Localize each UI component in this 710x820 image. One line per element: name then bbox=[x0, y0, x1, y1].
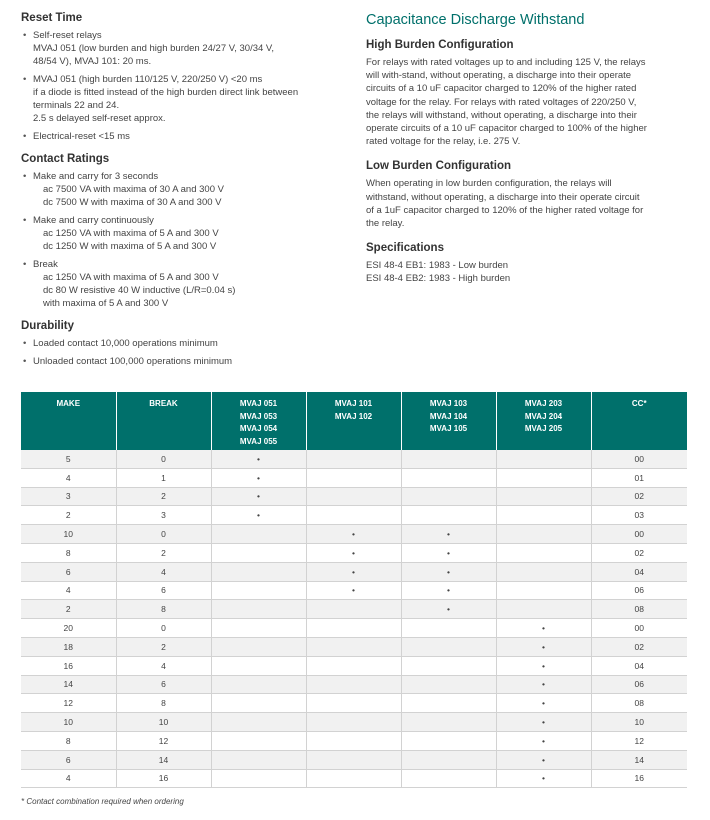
table-cell-cc: 06 bbox=[591, 675, 687, 694]
table-cell-make: 2 bbox=[21, 506, 116, 525]
table-cell-cc: 08 bbox=[591, 600, 687, 619]
table-cell-make: 2 bbox=[21, 600, 116, 619]
table-cell-make: 18 bbox=[21, 637, 116, 656]
table-cell-brk: 6 bbox=[116, 675, 211, 694]
list-item: • Make and carry continuously ac 1250 VA with maxima of 5 A and 300 V dc 1250 W with maxima of 5 A and 300 V bbox=[21, 214, 341, 253]
table-cell-g2: • bbox=[306, 562, 401, 581]
table-cell-g2 bbox=[306, 731, 401, 750]
table-cell-g3 bbox=[401, 656, 496, 675]
table-cell-brk: 4 bbox=[116, 562, 211, 581]
table-cell-cc: 03 bbox=[591, 506, 687, 525]
col-header-mvaj-203-group: MVAJ 203 MVAJ 204 MVAJ 205 bbox=[496, 392, 591, 450]
table-cell-g3 bbox=[401, 731, 496, 750]
table-cell-g1 bbox=[211, 656, 306, 675]
list-item: • Make and carry for 3 seconds ac 7500 VA with maxima of 30 A and 300 V dc 7500 W with maxima of 30 A and 300 V bbox=[21, 170, 341, 209]
table-cell-g3 bbox=[401, 506, 496, 525]
table-cell-g3 bbox=[401, 637, 496, 656]
left-column bbox=[21, 11, 341, 368]
table-cell-cc: 00 bbox=[591, 450, 687, 468]
table-cell-g2 bbox=[306, 450, 401, 468]
table-cell-g1 bbox=[211, 581, 306, 600]
table-cell-g1 bbox=[211, 750, 306, 769]
table-cell-g4 bbox=[496, 468, 591, 487]
table-cell-g2 bbox=[306, 619, 401, 638]
col-header-break: BREAK bbox=[116, 392, 211, 450]
table-row bbox=[21, 450, 687, 468]
table-cell-g1: • bbox=[211, 506, 306, 525]
table-cell-g1 bbox=[211, 675, 306, 694]
table-cell-g4: • bbox=[496, 619, 591, 638]
reset-time-heading: Reset Time bbox=[21, 12, 83, 24]
table-cell-g4 bbox=[496, 487, 591, 506]
table-row bbox=[21, 562, 687, 581]
table-cell-g3 bbox=[401, 713, 496, 732]
table-cell-brk: 6 bbox=[116, 581, 211, 600]
table-header-row bbox=[21, 392, 687, 450]
table-cell-g1 bbox=[211, 543, 306, 562]
table-cell-g1 bbox=[211, 637, 306, 656]
col-header-cc: CC* bbox=[591, 392, 687, 450]
table-cell-g4 bbox=[496, 543, 591, 562]
table-cell-brk: 0 bbox=[116, 450, 211, 468]
table-cell-brk: 14 bbox=[116, 750, 211, 769]
table-cell-g3 bbox=[401, 750, 496, 769]
table-cell-g4 bbox=[496, 450, 591, 468]
table-cell-g1 bbox=[211, 769, 306, 788]
list-item: • Electrical-reset <15 ms bbox=[21, 130, 341, 143]
table-cell-brk: 0 bbox=[116, 619, 211, 638]
contact-ratings-list bbox=[21, 170, 341, 310]
table-cell-g3: • bbox=[401, 600, 496, 619]
table-cell-g1 bbox=[211, 600, 306, 619]
table-cell-cc: 02 bbox=[591, 487, 687, 506]
col-header-mvaj-051-group: MVAJ 051 MVAJ 053 MVAJ 054 MVAJ 055 bbox=[211, 392, 306, 450]
table-cell-g2: • bbox=[306, 525, 401, 544]
table-cell-brk: 16 bbox=[116, 769, 211, 788]
list-item: • Break ac 1250 VA with maxima of 5 A and 300 V dc 80 W resistive 40 W inductive (L/R=0.04 s) with maxima of 5 A and 300 V bbox=[21, 258, 341, 310]
table-cell-g4 bbox=[496, 506, 591, 525]
col-header-mvaj-101-group: MVAJ 101 MVAJ 102 bbox=[306, 392, 401, 450]
table-cell-g3 bbox=[401, 487, 496, 506]
table-cell-cc: 06 bbox=[591, 581, 687, 600]
table-cell-g2 bbox=[306, 694, 401, 713]
table-cell-g1: • bbox=[211, 487, 306, 506]
table-cell-g3: • bbox=[401, 525, 496, 544]
right-column bbox=[366, 11, 690, 286]
table-cell-make: 4 bbox=[21, 581, 116, 600]
table-row bbox=[21, 581, 687, 600]
table-row bbox=[21, 769, 687, 788]
list-item: • Loaded contact 10,000 operations minimum bbox=[21, 337, 341, 350]
table-cell-g3 bbox=[401, 450, 496, 468]
table-cell-cc: 01 bbox=[591, 468, 687, 487]
table-cell-g2 bbox=[306, 468, 401, 487]
table-cell-cc: 02 bbox=[591, 543, 687, 562]
table-cell-cc: 02 bbox=[591, 637, 687, 656]
durability-heading: Durability bbox=[21, 320, 75, 332]
table-cell-g1: • bbox=[211, 468, 306, 487]
table-cell-g2 bbox=[306, 713, 401, 732]
table-row bbox=[21, 656, 687, 675]
specifications-heading: Specifications bbox=[366, 242, 444, 255]
table-cell-make: 6 bbox=[21, 750, 116, 769]
table-cell-cc: 08 bbox=[591, 694, 687, 713]
table-cell-g4: • bbox=[496, 656, 591, 675]
col-header-make: MAKE bbox=[21, 392, 116, 450]
table-cell-g3 bbox=[401, 769, 496, 788]
table-cell-cc: 14 bbox=[591, 750, 687, 769]
contact-combination-table bbox=[21, 392, 687, 788]
reset-time-list bbox=[21, 29, 341, 143]
table-row bbox=[21, 543, 687, 562]
table-cell-brk: 12 bbox=[116, 731, 211, 750]
table-cell-make: 10 bbox=[21, 525, 116, 544]
table-cell-make: 4 bbox=[21, 769, 116, 788]
table-cell-make: 8 bbox=[21, 543, 116, 562]
table-row bbox=[21, 750, 687, 769]
table-cell-g4 bbox=[496, 581, 591, 600]
table-cell-brk: 4 bbox=[116, 656, 211, 675]
table-body bbox=[21, 450, 687, 788]
table-row bbox=[21, 468, 687, 487]
table-cell-g2 bbox=[306, 769, 401, 788]
table-cell-brk: 2 bbox=[116, 637, 211, 656]
table-cell-g4: • bbox=[496, 637, 591, 656]
table-cell-brk: 2 bbox=[116, 487, 211, 506]
table-cell-g1 bbox=[211, 731, 306, 750]
table-cell-g3 bbox=[401, 468, 496, 487]
high-burden-text: For relays with rated voltages up to and including 125 V, the relays will with-stand, without operating, a discharge into their operate circuits of a 10 uF capacitor charged to 120% of the higher rated voltage for the relay. For relays with rated voltages of 220/250 V, the relays will withstand, without operating, a discharge into their operate circuits of a 10 uF capacitor charged to 100% of the higher rated voltage for the relay, i.e. 275 V. bbox=[366, 57, 647, 148]
table-row bbox=[21, 506, 687, 525]
table-cell-g1: • bbox=[211, 450, 306, 468]
table-cell-g4: • bbox=[496, 731, 591, 750]
table-cell-brk: 10 bbox=[116, 713, 211, 732]
table-cell-g2 bbox=[306, 600, 401, 619]
table-cell-g4 bbox=[496, 600, 591, 619]
table-row bbox=[21, 637, 687, 656]
table-cell-g2: • bbox=[306, 581, 401, 600]
table-cell-g2 bbox=[306, 656, 401, 675]
table-row bbox=[21, 675, 687, 694]
table-cell-g4 bbox=[496, 562, 591, 581]
table-cell-cc: 04 bbox=[591, 562, 687, 581]
table-cell-make: 5 bbox=[21, 450, 116, 468]
section-title: Capacitance Discharge Withstand bbox=[366, 12, 585, 28]
table-cell-g1 bbox=[211, 619, 306, 638]
table-row bbox=[21, 731, 687, 750]
list-item: • MVAJ 051 (high burden 110/125 V, 220/250 V) <20 ms if a diode is fitted instead of the high burden direct link between terminals 22 and 24. 2.5 s delayed self-reset approx. bbox=[21, 73, 341, 125]
table-row bbox=[21, 525, 687, 544]
table-cell-g3: • bbox=[401, 581, 496, 600]
table-cell-g1 bbox=[211, 694, 306, 713]
table-row bbox=[21, 487, 687, 506]
table-row bbox=[21, 713, 687, 732]
table-cell-brk: 0 bbox=[116, 525, 211, 544]
table-cell-g4: • bbox=[496, 694, 591, 713]
table-row bbox=[21, 619, 687, 638]
table-cell-g2 bbox=[306, 675, 401, 694]
table-cell-make: 12 bbox=[21, 694, 116, 713]
table-cell-cc: 04 bbox=[591, 656, 687, 675]
table-cell-g2 bbox=[306, 487, 401, 506]
table-cell-make: 8 bbox=[21, 731, 116, 750]
table-cell-g3: • bbox=[401, 562, 496, 581]
table-cell-cc: 12 bbox=[591, 731, 687, 750]
table-cell-g3 bbox=[401, 694, 496, 713]
table-cell-brk: 3 bbox=[116, 506, 211, 525]
table-cell-g2 bbox=[306, 750, 401, 769]
table-cell-brk: 8 bbox=[116, 600, 211, 619]
table-cell-brk: 2 bbox=[116, 543, 211, 562]
table-cell-make: 16 bbox=[21, 656, 116, 675]
table-cell-make: 4 bbox=[21, 468, 116, 487]
table-cell-brk: 8 bbox=[116, 694, 211, 713]
table-cell-g2 bbox=[306, 506, 401, 525]
table-cell-make: 14 bbox=[21, 675, 116, 694]
table-cell-g2: • bbox=[306, 543, 401, 562]
table-cell-make: 20 bbox=[21, 619, 116, 638]
list-item: • Self-reset relays MVAJ 051 (low burden and high burden 24/27 V, 30/34 V, 48/54 V), MVAJ 101: 20 ms. bbox=[21, 29, 341, 68]
table-cell-g4 bbox=[496, 525, 591, 544]
contact-combination-table-wrap bbox=[21, 392, 687, 788]
table-cell-g3: • bbox=[401, 543, 496, 562]
table-cell-brk: 1 bbox=[116, 468, 211, 487]
table-cell-make: 3 bbox=[21, 487, 116, 506]
table-cell-g4: • bbox=[496, 713, 591, 732]
low-burden-heading: Low Burden Configuration bbox=[366, 160, 512, 173]
low-burden-text: When operating in low burden configuration, the relays will withstand, without operating, a discharge into their operate circuit of a 1uF capacitor charged to 120% of the higher rated voltage for the relay. bbox=[366, 178, 644, 230]
durability-list bbox=[21, 337, 341, 368]
table-row bbox=[21, 694, 687, 713]
contact-ratings-heading: Contact Ratings bbox=[21, 153, 110, 165]
table-cell-g3 bbox=[401, 675, 496, 694]
table-cell-g1 bbox=[211, 525, 306, 544]
high-burden-heading: High Burden Configuration bbox=[366, 39, 514, 51]
specifications-text: ESI 48-4 EB1: 1983 - Low burden ESI 48-4 EB2: 1983 - High burden bbox=[366, 260, 511, 285]
table-cell-cc: 00 bbox=[591, 525, 687, 544]
table-cell-g4: • bbox=[496, 769, 591, 788]
table-cell-cc: 00 bbox=[591, 619, 687, 638]
table-cell-g1 bbox=[211, 713, 306, 732]
table-cell-cc: 10 bbox=[591, 713, 687, 732]
list-item: • Unloaded contact 100,000 operations minimum bbox=[21, 355, 341, 368]
table-cell-g2 bbox=[306, 637, 401, 656]
table-cell-g3 bbox=[401, 619, 496, 638]
table-cell-g4: • bbox=[496, 675, 591, 694]
table-row bbox=[21, 600, 687, 619]
table-cell-make: 10 bbox=[21, 713, 116, 732]
table-cell-cc: 16 bbox=[591, 769, 687, 788]
footnote: * Contact combination required when ordering bbox=[21, 797, 184, 806]
table-cell-g4: • bbox=[496, 750, 591, 769]
table-cell-make: 6 bbox=[21, 562, 116, 581]
col-header-mvaj-103-group: MVAJ 103 MVAJ 104 MVAJ 105 bbox=[401, 392, 496, 450]
table-cell-g1 bbox=[211, 562, 306, 581]
